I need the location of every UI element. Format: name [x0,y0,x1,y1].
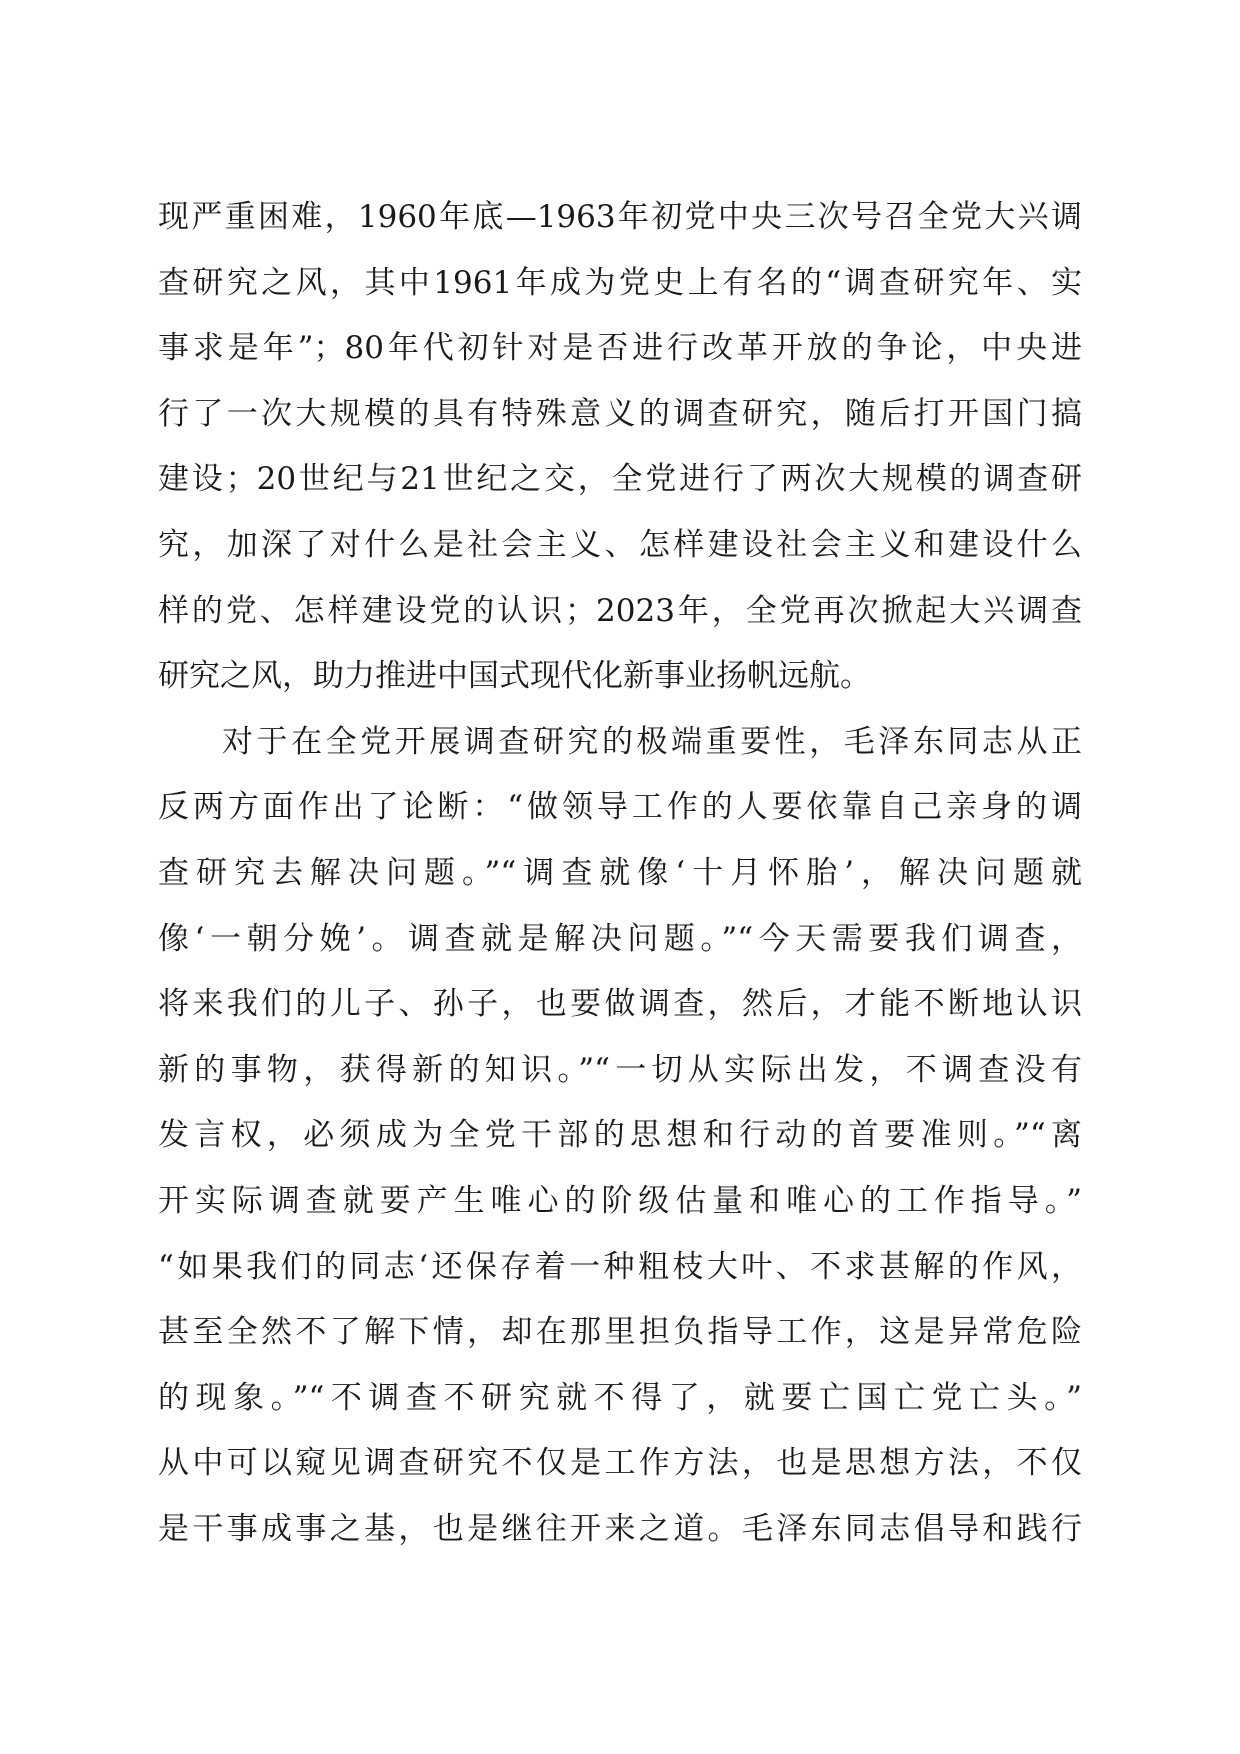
paragraph-2-line-11: 的现象。”“不调查不研究就不得了，就要亡国亡党亡头。” [158,1379,1082,1416]
paragraph-1-line-1: 现严重困难，1960年底—1963年初党中央三次号召全党大兴调 [158,199,1082,235]
paragraph-2-line-6: 新的事物，获得新的知识。”“一切从实际出发，不调查没有 [158,1051,1082,1088]
paragraph-2-line-9: “如果我们的同志‘还保存着一种粗枝大叶、不求甚解的作风， [158,1248,1082,1285]
paragraph-2-line-13: 是干事成事之基，也是继往开来之道。毛泽东同志倡导和践行 [158,1510,1082,1547]
paragraph-2-line-3: 查研究去解决问题。”“调查就像‘十月怀胎’，解决问题就 [158,854,1082,891]
paragraph-1-line-2: 查研究之风，其中1961年成为党史上有名的“调查研究年、实 [158,264,1082,301]
paragraph-2-line-5: 将来我们的儿子、孙子，也要做调查，然后，才能不断地认识 [158,986,1082,1023]
paragraph-2-line-7: 发言权，必须成为全党干部的思想和行动的首要准则。”“离 [158,1117,1082,1154]
paragraph-1-line-4: 行了一次大规模的具有特殊意义的调查研究，随后打开国门搞 [158,395,1082,432]
paragraph-1-line-8: 研究之风，助力推进中国式现代化新事业扬帆远航。 [158,658,871,695]
paragraph-2-line-4: 像‘一朝分娩’。调查就是解决问题。”“今天需要我们调查， [158,920,1082,957]
paragraph-1-line-7: 样的党、怎样建设党的认识；2023年，全党再次掀起大兴调查 [158,592,1082,629]
paragraph-2-line-12: 从中可以窥见调查研究不仅是工作方法，也是思想方法，不仅 [158,1445,1082,1482]
paragraph-2-line-2: 反两方面作出了论断：“做领导工作的人要依靠自己亲身的调 [158,789,1082,826]
paragraph-2-line-1: 对于在全党开展调查研究的极端重要性，毛泽东同志从正 [222,723,1082,760]
paragraph-2-line-8: 开实际调查就要产生唯心的阶级估量和唯心的工作指导。” [158,1182,1082,1219]
body-text [158,185,1082,1562]
paragraph-2-line-10: 甚至全然不了解下情，却在那里担负指导工作，这是异常危险 [158,1314,1082,1351]
paragraph-1-line-6: 究，加深了对什么是社会主义、怎样建设社会主义和建设什么 [158,526,1082,563]
paragraph-1-line-5: 建设；20世纪与21世纪之交，全党进行了两次大规模的调查研 [158,461,1082,498]
paragraph-1-line-3: 事求是年”；80年代初针对是否进行改革开放的争论，中央进 [158,330,1082,367]
